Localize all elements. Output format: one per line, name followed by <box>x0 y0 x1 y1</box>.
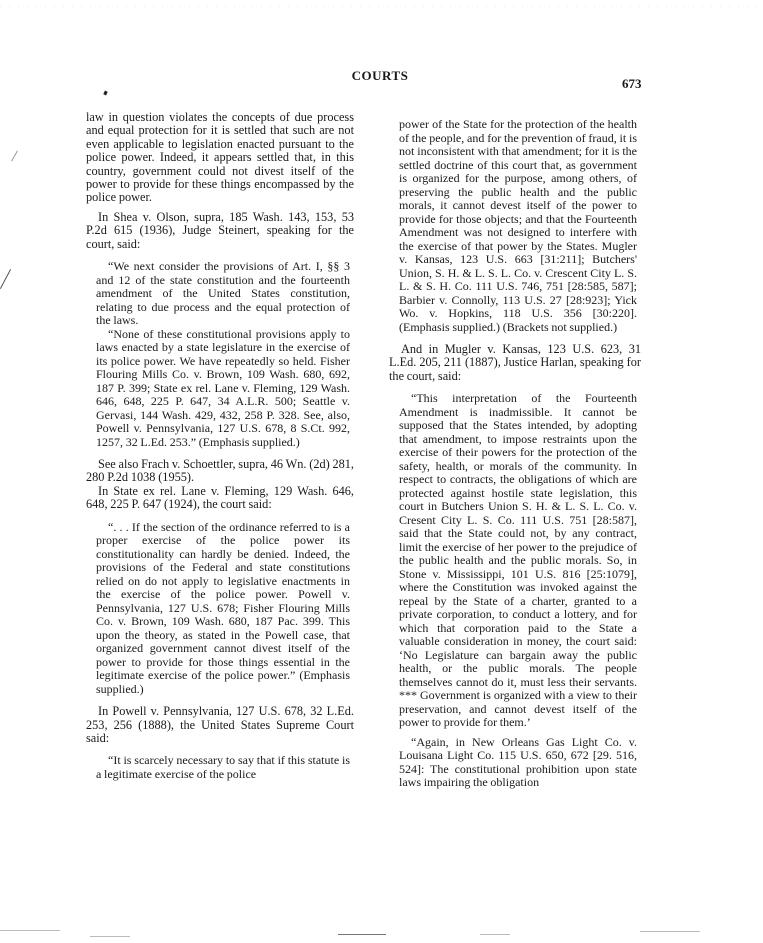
footer-rule <box>338 934 386 935</box>
scan-edge-artifact <box>0 6 763 7</box>
body-paragraph: In Powell v. Pennsylvania, 127 U.S. 678, 32 L.Ed. 253, 256 (1888), the United States Supreme Court said: <box>86 704 354 745</box>
body-paragraph: law in question violates the concepts of due process and equal protection for it is settled that such are not even applicable to legislation enacted pursuant to the police power. Indeed, it appears settled that, in this country, government could not divest itself of the power to provide for these things encompassed by the police power. <box>86 110 354 205</box>
block-quote: power of the State for the protection of the health of the people, and for the prevention of fraud, it is not inconsistent with that amendment; for it is the settled doctrine of this court that, as government is organized for the purpose, among others, of preserving the public health and the public morals, it cannot devest itself of the power to provide for those objects; and that the Fourteenth Amendment was not designed to interfere with the exercise of that power by the States. Mugler v. Kansas, 123 U.S. 663 [31:211]; Butchers' Union, S. H. & L. S. L. Co. v. Crescent City L. S. L. & S. H. Co. 111 U.S. 746, 751 [28:585, 587]; Barbier v. Connolly, 113 U.S. 27 [28:923]; Yick Wo. v. Hopkins, 118 U.S. 356 [30:220]. (Emphasis supplied.) (Brackets not supplied.) <box>399 117 637 334</box>
block-quote: “None of these constitutional provisions apply to laws enacted by a state legislature in the exercise of its police power. We have repeatedly so held. Fisher Flouring Mills Co. v. Brown, 109 Wash. 680, 692, 187 P. 399; State ex rel. Lane v. Fleming, 129 Wash. 646, 648, 225 P. 647, 34 A.L.R. 500; Seattle v. Gervasi, 144 Wash. 429, 432, 258 P. 328. See, also, Powell v. Pennsylvania, 127 U.S. 678, 8 S.Ct. 992, 1257, 32 L.Ed. 253.” (Emphasis supplied.) <box>96 326 350 449</box>
page-number: 673 <box>622 76 642 91</box>
margin-tick-mark <box>11 151 18 162</box>
right-column <box>389 118 641 790</box>
block-quote: “. . . If the section of the ordinance referred to is a proper exercise of the police power its constitutionality can hardly be denied. Indeed, the provisions of the Federal and state constitutions relied on do not apply to legislative enactments in the exercise of the police power. Powell v. Pennsylvania, 127 U.S. 678; Fisher Flouring Mills Co. v. Brown, 109 Wash. 680, 187 Pac. 399. This upon the theory, as stated in the Powell case, that organized government cannot divest itself of the power to provide for those things essential in the legitimate exercise of the police power.” (Emphasis supplied.) <box>96 519 350 696</box>
block-quote: “Again, in New Orleans Gas Light Co. v. Louisana Light Co. 115 U.S. 650, 672 [29. 516, 524]: The constitutional prohibition upon state laws impairing the obligation <box>399 734 637 790</box>
block-quote: “This interpretation of the Fourteenth Amendment is inadmissible. It cannot be supposed that the States intended, by adopting that amendment, to impose restraints upon the exercise of their powers for the protection of the safety, health, or morals of the community. In respect to contracts, the obligations of which are protected against hostile state legislation, this court in Butchers Union S. H. & L. S. L. Co. v. Cresent City L. S. Co. 111 U.S. 751 [28:587], said that the State could not, by any contract, limit the exercise of her power to the prejudice of the public health and the public morals. So, in Stone v. Mississippi, 101 U.S. 816 [25:1079], where the Constitution was invoked against the repeal by the State of a charter, granted to a private corporation, to conduct a lottery, and for which that corporation paid to the State a valuable consideration in money, the court said: ‘No Legislature can bargain away the public health, or the public morals. The people themselves cannot do it, must less their servants. *** Government is organized with a view to their preservation, and cannot devest itself of the power to provide for them.’ <box>399 391 637 730</box>
body-paragraph: And in Mugler v. Kansas, 123 U.S. 623, 31 L.Ed. 205, 211 (1887), Justice Harlan, speaking for the court, said: <box>389 342 641 383</box>
scan-edge-artifact <box>90 936 130 937</box>
block-quote: “It is scarcely necessary to say that if this statute is a legitimate exercise of the police <box>96 753 350 781</box>
body-paragraph: In State ex rel. Lane v. Fleming, 129 Wash. 646, 648, 225 P. 647 (1924), the court said: <box>86 483 354 512</box>
ink-mark <box>103 91 107 96</box>
block-quote: “We next consider the provisions of Art. I, §§ 3 and 12 of the state constitution and the fourteenth amendment of the United States constitution, relating to due process and the equal protection of the laws. <box>96 259 350 328</box>
scan-edge-artifact <box>640 931 700 932</box>
scan-edge-artifact <box>480 934 510 935</box>
scan-edge-artifact <box>0 930 60 931</box>
margin-pencil-mark <box>0 269 11 289</box>
running-header: COURTS <box>351 68 409 83</box>
body-paragraph: In Shea v. Olson, supra, 185 Wash. 143, 153, 53 P.2d 615 (1936), Judge Steinert, speaking for the court, said: <box>86 209 354 251</box>
body-paragraph: See also Frach v. Schoettler, supra, 46 Wn. (2d) 281, 280 P.2d 1038 (1955). <box>86 457 355 485</box>
left-column <box>86 111 354 781</box>
